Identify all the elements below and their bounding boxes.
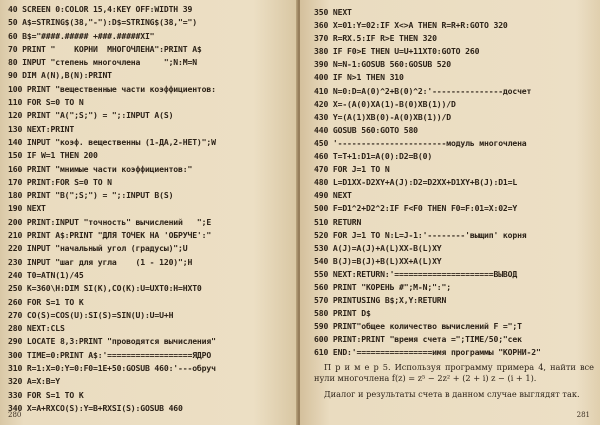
code-line: 580 PRINT D$ <box>314 308 371 319</box>
code-line: 110 FOR S=0 TO N <box>8 97 84 108</box>
code-line: 470 FOR J=1 TO N <box>314 164 390 175</box>
code-line: 40 SCREEN 0:COLOR 15,4:KEY OFF:WIDTH 39 <box>8 4 193 14</box>
code-line: 590 PRINT"общее количество вычислений F =";T <box>314 321 522 332</box>
code-line: 600 PRINT:PRINT "время счета =";TIME/50;"сек <box>314 334 522 345</box>
code-line: 250 K=360\H:DIM SI(K),CO(K):U=UXT0:H=HXT0 <box>8 283 202 294</box>
code-line: 230 INPUT "шаг для угла (1 - 120)";H <box>8 256 193 267</box>
code-line: 170 PRINT:FOR S=0 TO N <box>8 176 112 187</box>
dialog-caption: Диалог и результаты счета в данном случае выглядят так. <box>324 388 580 399</box>
code-line: 90 DIM A(N),B(N):PRINT <box>8 70 112 81</box>
code-line: 400 IF N>1 THEN 310 <box>314 72 404 83</box>
code-line: 530 A(J)=A(J)+A(L)XX-B(L)XY <box>314 242 442 253</box>
code-line: 500 F=D1^2+D2^2:IF F<F0 THEN F0=F:01=X:02=Y <box>314 203 518 214</box>
page-number-left: 280 <box>8 411 22 419</box>
code-line: 150 IF W=1 THEN 200 <box>8 150 98 161</box>
code-line: 610 END:'================имя программы "КОРНИ-2" <box>314 347 541 358</box>
code-line: 560 PRINT "КОРЕНЬ #";M-N;":"; <box>314 281 451 292</box>
code-line: 320 A=X:B=Y <box>8 376 60 387</box>
code-line: 330 FOR S=1 TO K <box>8 389 84 400</box>
code-line: 510 RETURN <box>314 216 362 227</box>
code-line: 240 T0=ATN(1)/45 <box>8 269 84 280</box>
code-line: 550 NEXT:RETURN:'=====================ВЫВОД <box>314 268 518 279</box>
code-line: 310 R=1:X=0:Y=0:F0=1E+50:GOSUB 460:'---обруч <box>8 363 216 374</box>
code-line: 410 N=0:D=A(0)^2+B(0)^2:'---------------досчет <box>314 85 532 96</box>
code-line: 370 R=RX.5:IF R>E THEN 320 <box>314 33 437 44</box>
example-paragraph <box>314 362 594 385</box>
code-line: 120 PRINT "A(";S;") = ";:INPUT A(S) <box>8 110 174 121</box>
code-line: 360 X=01:Y=02:IF X<>A THEN R=R+R:GOTO 320 <box>314 20 508 31</box>
code-line: 490 NEXT <box>314 190 352 201</box>
code-line: 300 TIME=0:PRINT A$:'==================ЯДРО <box>8 349 212 360</box>
code-line: 130 NEXT:PRINT <box>8 123 75 134</box>
code-line: 290 LOCATE 8,3:PRINT "проводятся вычисления" <box>8 336 216 347</box>
code-line: 350 NEXT <box>314 7 352 17</box>
code-line: 210 PRINT A$:PRINT "ДЛЯ ТОЧЕК НА 'ОБРУЧЕ':" <box>8 230 212 241</box>
code-line: 520 FOR J=1 TO N:L=J-1:'--------'выщип' корня <box>314 229 527 240</box>
code-line: 260 FOR S=1 TO K <box>8 296 84 307</box>
program-listing-left <box>8 3 294 415</box>
code-line: 200 PRINT:INPUT "точность" вычислений ";E <box>8 216 212 227</box>
left-page <box>0 0 298 425</box>
code-line: 100 PRINT "вещественные части коэффициентов: <box>8 83 216 94</box>
code-line: 460 T=T+1:D1=A(0):D2=B(0) <box>314 151 433 162</box>
code-line: 420 X=-(A(0)XA(1)-B(0)XB(1))/D <box>314 98 456 109</box>
code-line: 180 PRINT "B(";S;") = ";:INPUT B(S) <box>8 190 174 201</box>
code-line: 340 X=A+RXCO(S):Y=B+RXSI(S):GOSUB 460 <box>8 402 183 413</box>
code-line: 60 B$="####.##### +###.#####XI" <box>8 30 155 41</box>
code-line: 220 INPUT "начальный угол (градусы)";U <box>8 243 188 254</box>
code-line: 450 '-----------------------модуль многочлена <box>314 137 527 148</box>
right-page <box>300 0 600 425</box>
code-line: 160 PRINT "мнимые части коэффициентов:" <box>8 163 193 174</box>
code-line: 140 INPUT "коэф. вещественны (1-ДА,2-НЕТ)";W <box>8 136 216 147</box>
page-number-right: 281 <box>576 411 590 419</box>
code-line: 390 N=N-1:GOSUB 560:GOSUB 520 <box>314 59 451 70</box>
code-line: 540 B(J)=B(J)+B(L)XX+A(L)XY <box>314 255 442 266</box>
code-line: 440 GOSUB 560:GOTO 580 <box>314 124 418 135</box>
code-line: 50 A$=STRING$(38,"-"):D$=STRING$(38,"=") <box>8 17 197 28</box>
code-line: 80 INPUT "степень многочлена ";N:M=N <box>8 57 197 68</box>
example-text: Используя программу примера 4, найти все нули многочлена f(z) = z⁵ − 2z² + (2 + i) z − (i + 1). <box>314 361 594 384</box>
code-line: 270 CO(S)=COS(U):SI(S)=SIN(U):U=U+H <box>8 309 174 320</box>
code-line: 480 L=D1XX-D2XY+A(J):D2=D2XX+D1XY+B(J):D1=L <box>314 177 518 188</box>
code-line: 190 NEXT <box>8 203 46 214</box>
code-line: 380 IF F0>E THEN U=U+11XT0:GOTO 260 <box>314 46 480 57</box>
code-line: 280 NEXT:CLS <box>8 323 65 334</box>
example-label: П р и м е р 5. <box>324 361 391 372</box>
program-listing-right <box>314 6 594 360</box>
code-line: 430 Y=(A(1)XB(0)-A(0)XB(1))/D <box>314 111 451 122</box>
code-line: 570 PRINTUSING B$;X,Y:RETURN <box>314 295 447 306</box>
code-line: 70 PRINT " КОРНИ МНОГОЧЛЕНА":PRINT A$ <box>8 43 202 54</box>
